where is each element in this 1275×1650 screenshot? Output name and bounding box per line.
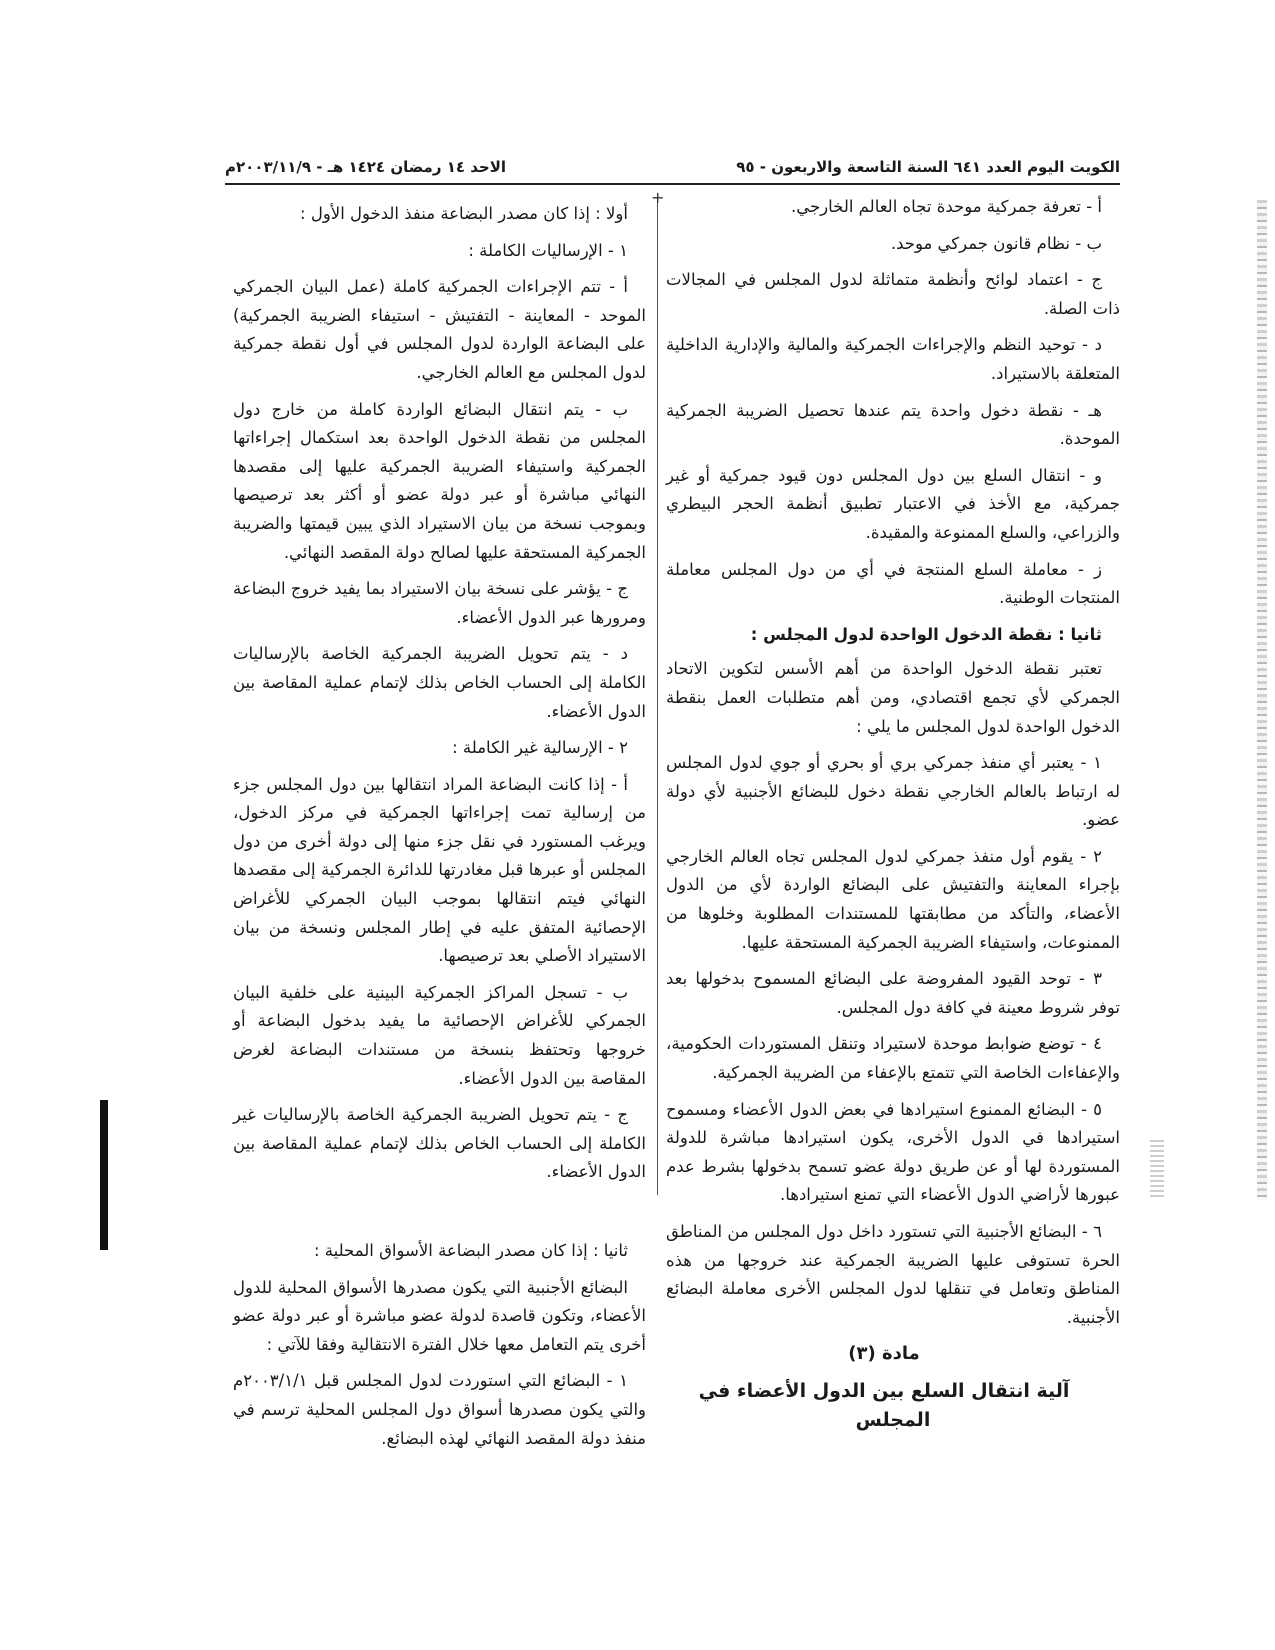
paragraph: أولا : إذا كان مصدر البضاعة منفذ الدخول الأول : [300, 204, 628, 223]
paragraph: ب - يتم انتقال البضائع الواردة كاملة من خارج دول المجلس من نقطة الدخول الواحدة بعد استكمال إجراءاتها الجمركية واستيفاء الضريبة الجمركية عليها إلى مقصدها النهائي مباشرة أو عبر دولة عضو أو أكثر بعد ترصيصها وبموجب نسخة من بيان الاستيراد الذي يبين قيمتها والضريبة الجمركية المستحقة عليها لصالح دولة المقصد النهائي. [233, 399, 646, 562]
paragraph: أ - تتم الإجراءات الجمركية كاملة (عمل البيان الجمركي الموحد - المعاينة - التفتيش - استيفاء الضريبة الجمركية) على البضاعة الواردة لدول المجلس في أول نقطة جمركية لدول المجلس مع العالم الخارجي. [233, 277, 646, 382]
paragraph: تعتبر نقطة الدخول الواحدة من أهم الأسس لتكوين الاتحاد الجمركي لأي تجمع اقتصادي، ومن أهم متطلبات العمل بنقطة الدخول الواحدة لدول المجلس ما يلي : [666, 659, 1120, 736]
column-spacer [233, 1195, 646, 1237]
section-heading: ثانيا : نقطة الدخول الواحدة لدول المجلس : [750, 624, 1102, 644]
paragraph: ٥ - البضائع الممنوع استيرادها في بعض الدول الأعضاء ومسموح استيرادها في الدول الأخرى، يكون استيرادها مباشرة للدولة المستوردة لها أو عن طريق دولة عضو تسمح بدخولها بشرط عدم عبورها لأراضي الدول الأعضاء التي تمنع استيرادها. [666, 1099, 1120, 1205]
left-column [233, 200, 646, 1461]
paragraph: ز - معاملة السلع المنتجة في أي من دول المجلس معاملة المنتجات الوطنية. [666, 559, 1120, 608]
header-date: الاحد ١٤ رمضان ١٤٢٤ هـ - ٢٠٠٣/١١/٩م [225, 158, 507, 176]
paragraph: ٢ - الإرسالية غير الكاملة : [452, 738, 628, 758]
paragraph: ٦ - البضائع الأجنبية التي تستورد داخل دول المجلس من المناطق الحرة تستوفى عليها الضريبة الجمركية عند خروجها من هذه المناطق وتعامل في تنقلها لدول المجلس الأخرى معاملة البضائع الأجنبية. [666, 1222, 1120, 1327]
paragraph: ٢ - يقوم أول منفذ جمركي لدول المجلس تجاه العالم الخارجي بإجراء المعاينة والتفتيش على البضائع الواردة لأي من الدول الأعضاء، والتأكد من مطابقتها للمستندات المطلوبة وخلوها من الممنوعات، واستيفاء الضريبة الجمركية المستحقة عليها. [666, 846, 1120, 952]
column-divider [657, 195, 658, 1195]
paragraph: ١ - يعتبر أي منفذ جمركي بري أو بحري أو جوي لدول المجلس له ارتباط بالعالم الخارجي نقطة دخول للبضائع الأجنبية لأي دولة عضو. [666, 753, 1120, 830]
paragraph: ب - تسجل المراكز الجمركية البينية على خلفية البيان الجمركي للأغراض الإحصائية ما يفيد بدخول البضاعة أو خروجها وتحتفظ بنسخة من مستندات البضاعة لغرض المقاصة بين الدول الأعضاء. [233, 982, 646, 1088]
paragraph: هـ - نقطة دخول واحدة يتم عندها تحصيل الضريبة الجمركية الموحدة. [666, 400, 1120, 449]
header-rule [225, 183, 1120, 185]
page-header [225, 158, 1120, 184]
scan-artifact-left [100, 1100, 108, 1250]
paragraph: أ - إذا كانت البضاعة المراد انتقالها بين دول المجلس جزء من إرسالية تمت إجراءاتها الجمركية في مركز الدخول، ويرغب المستورد في نقل جزء منها إلى دولة أخرى من دول المجلس أو عبرها قبل مغادرتها للدائرة الجمركية إلى مقصدها النهائي فيتم انتقالها بموجب البيان الجمركي للأغراض الإحصائية المتفق عليه في إطار المجلس ونسخة من بيان الاستيراد الأصلي بعد ترصيصها. [233, 774, 646, 966]
scan-artifact-bottom [1150, 1140, 1164, 1200]
paragraph: ج - اعتماد لوائح وأنظمة متماثلة لدول المجلس في المجالات ذات الصلة. [666, 270, 1120, 318]
paragraph: ج - يؤشر على نسخة بيان الاستيراد بما يفيد خروج البضاعة ومرورها عبر الدول الأعضاء. [233, 579, 646, 627]
header-gazette-info: الكويت اليوم العدد ٦٤١ السنة التاسعة والاربعون - ٩٥ [736, 158, 1120, 176]
paragraph: ٤ - توضع ضوابط موحدة لاستيراد وتنقل المستوردات الحكومية، والإعفاءات الخاصة التي تتمتع بالإعفاء من الضريبة الجمركية. [666, 1034, 1120, 1083]
article-number: مادة (٣) [848, 1343, 920, 1365]
paragraph: ج - يتم تحويل الضريبة الجمركية الخاصة بالإرساليات غير الكاملة إلى الحساب الخاص بذلك لإتمام عملية المقاصة بين الدول الأعضاء. [233, 1105, 646, 1182]
paragraph: ثانيا : إذا كان مصدر البضاعة الأسواق المحلية : [313, 1241, 628, 1260]
paragraph: د - يتم تحويل الضريبة الجمركية الخاصة بالإرساليات الكاملة إلى الحساب الخاص بذلك لإتمام عملية المقاصة بين الدول الأعضاء. [233, 644, 646, 721]
right-column [666, 193, 1120, 1442]
paragraph: البضائع الأجنبية التي يكون مصدرها الأسواق المحلية للدول الأعضاء، وتكون قاصدة لدولة عضو مباشرة أو عبر دولة عضو أخرى يتم التعامل معها خلال الفترة الانتقالية وفقا للآتي : [233, 1277, 646, 1354]
paragraph: أ - تعرفة جمركية موحدة تجاه العالم الخارجي. [790, 197, 1102, 216]
paragraph: د - توحيد النظم والإجراءات الجمركية والمالية والإدارية الداخلية المتعلقة بالاستيراد. [666, 335, 1120, 383]
divider-cross-mark: + [651, 188, 665, 207]
paragraph: ٣ - توحد القيود المفروضة على البضائع المسموح بدخولها بعد توفر شروط معينة في كافة دول المجلس. [666, 969, 1120, 1017]
paragraph: ١ - البضائع التي استوردت لدول المجلس قبل ٢٠٠٣/١/١م والتي يكون مصدرها أسواق دول المجلس المحلية ترسم في منفذ دولة المقصد النهائي لهذه البضائع. [233, 1371, 646, 1448]
paragraph: ١ - الإرساليات الكاملة : [468, 240, 628, 260]
paragraph: ب - نظام قانون جمركي موحد. [890, 233, 1102, 253]
scan-artifact-right [1257, 200, 1267, 1200]
article-title: آلية انتقال السلع بين الدول الأعضاء في المجلس [698, 1379, 1070, 1431]
paragraph: و - انتقال السلع بين دول المجلس دون قيود جمركية أو غير جمركية، مع الأخذ في الاعتبار تطبيق أنظمة الحجر البيطري والزراعي، والسلع الممنوعة والمقيدة. [666, 465, 1120, 542]
